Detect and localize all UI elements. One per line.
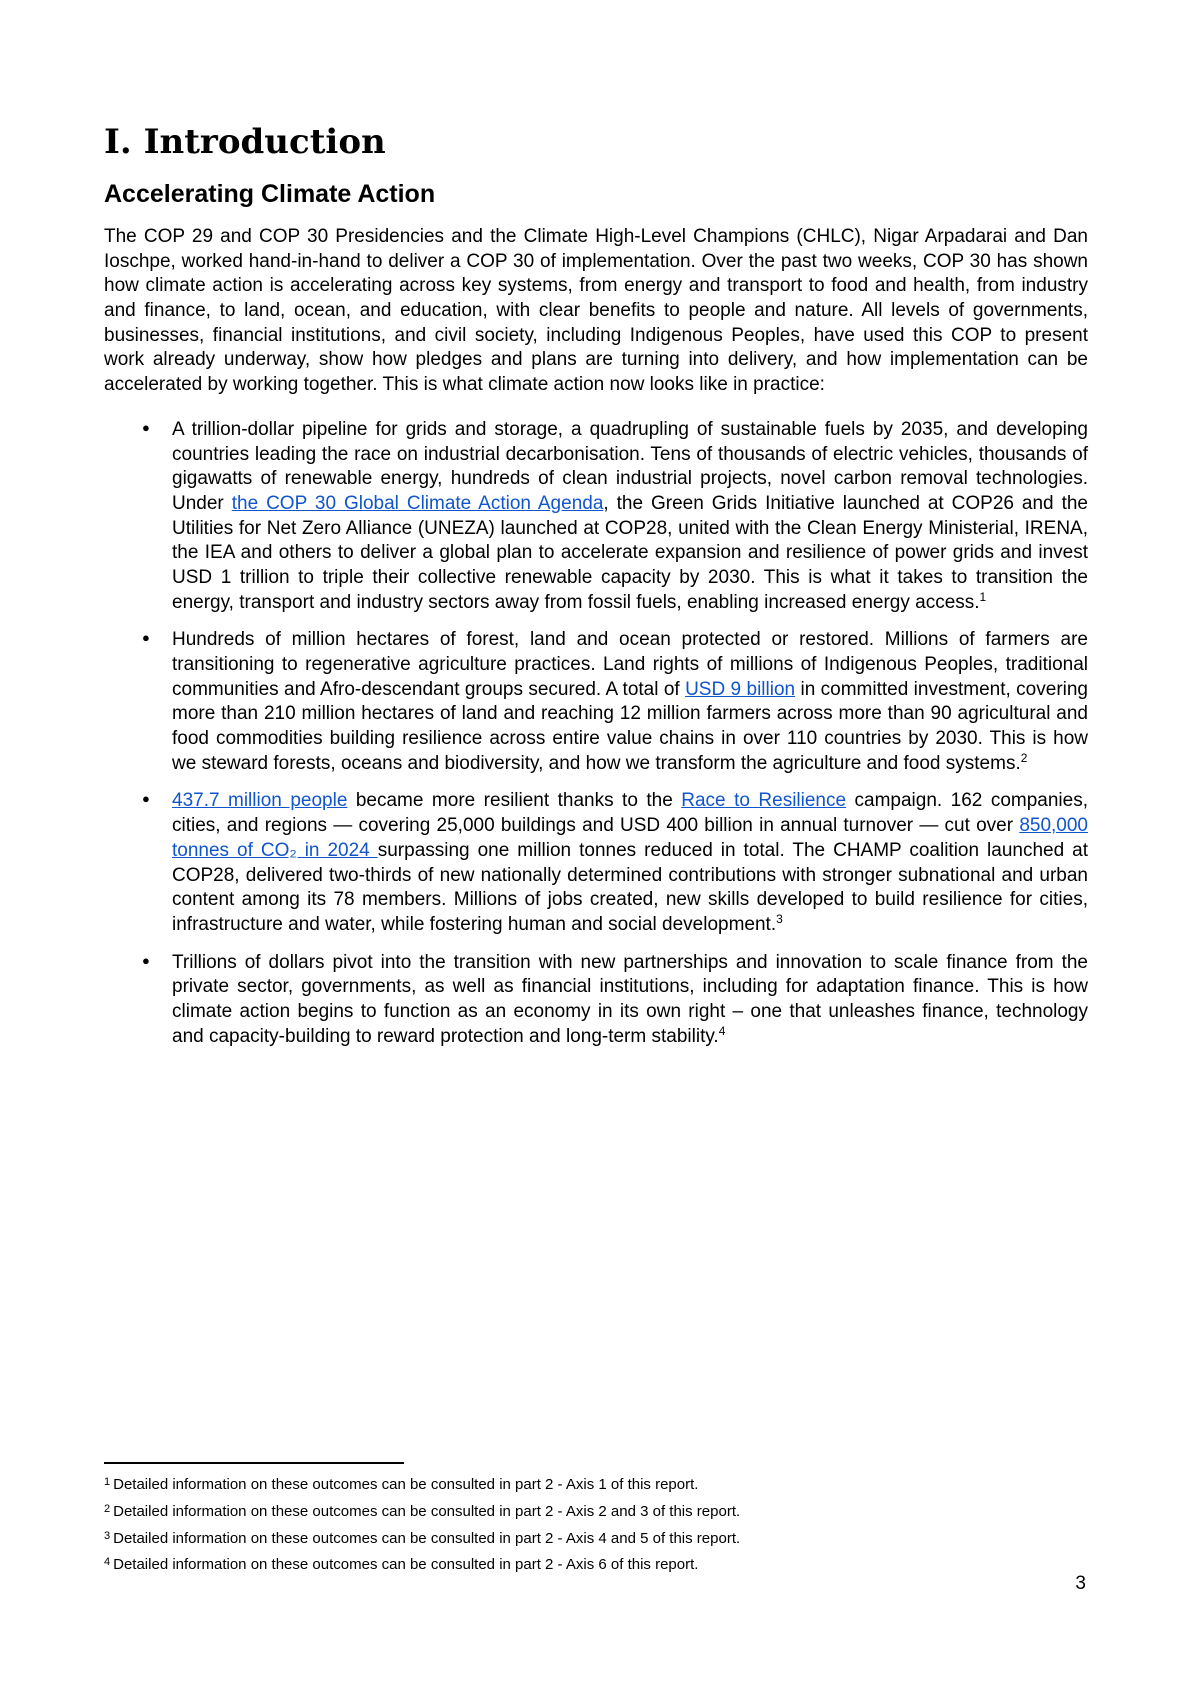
bullet-text: Hundreds of million hectares of forest, land and ocean protected or restored. Millions of farmers are transitioning to regenerative agriculture practices. Land rights of millions of Indigenous Peoples, traditional communities and Afro-descendant groups secured. A total of [172,629,1088,700]
footnote-ref-4: 4 [718,1023,726,1038]
footnote-number: 1 [104,1476,111,1488]
race-to-resilience-link[interactable]: Race to Resilience [681,790,847,812]
bullet-item-nature [104,628,1088,776]
footnote-ref-2: 2 [1020,750,1028,765]
footnote-number: 2 [104,1502,111,1515]
bullet-text: , the Green Grids Initiative launched at COP26 and the Utilities for Net Zero Alliance (UNEZA) launched at COP28, united with the Clean Energy Ministerial, IRENA, the IEA and others to deliver a global plan to accelerate expansion and resilience of power grids and invest USD 1 trillion to triple their collective renewable capacity by 2030. This is what it takes to transition the energy, transport and industry sectors away from fossil fuels, enabling increased energy access. [172,492,1088,613]
bullet-text: A trillion-dollar pipeline for grids and storage, a quadrupling of sustainable fuels by 2035, and developing countries leading the race on industrial decarbonisation. Tens of thousands of electric vehicles, thousands of gigawatts of renewable energy, hundreds of clean industrial projects, novel carbon removal technologies. Under [172,418,1088,514]
footnote-ref-1: 1 [979,589,987,604]
footnotes-section [104,1462,1088,1583]
section-subtitle: Accelerating Climate Action [104,179,436,208]
footnote-3 [104,1530,1088,1549]
footnote-text: Detailed information on these outcomes can be consulted in part 2 - Axis 4 and 5 of this report. [113,1529,741,1547]
footnote-number: 4 [104,1556,111,1569]
bullet-text: campaign. 162 companies, cities, and regions — covering 25,000 buildings and USD 400 billion in annual turnover — cut over [172,790,1088,837]
footnote-2 [104,1503,1088,1522]
bullet-text: became more resilient thanks to the [347,790,682,812]
co2-tonnes-2024-link[interactable]: 850,000 tonnes of CO₂ in 2024 [172,815,1088,861]
footnote-text: Detailed information on these outcomes can be consulted in part 2 - Axis 2 and 3 of this report. [113,1502,741,1520]
bullet-item-energy [104,418,1088,616]
cop30-global-climate-action-agenda-link[interactable]: the COP 30 Global Climate Action Agenda [231,492,604,514]
page-content [104,0,1088,1062]
intro-paragraph: The COP 29 and COP 30 Presidencies and the Climate High-Level Champions (CHLC), Nigar Arpadarai and Dan Ioschpe, worked hand-in-hand to deliver a COP 30 of implementation. Over the past two weeks, COP 30 has shown how climate action is accelerating across key systems, from energy and transport to food and health, from industry and finance, to land, ocean, and education, with clear benefits to people and nature. All levels of governments, businesses, financial institutions, and civil society, including Indigenous Peoples, have used this COP to present work already underway, show how pledges and plans are turning into delivery, and how implementation can be accelerated by working together. This is what climate action now looks like in practice: [104,226,1088,396]
footnote-number: 3 [104,1529,111,1542]
footnote-ref-3: 3 [776,911,783,926]
437-million-people-link[interactable]: 437.7 million people [172,790,348,812]
bullet-icon: ● [142,952,150,968]
bullet-icon: ● [142,791,150,807]
bullet-text: Trillions of dollars pivot into the transition with new partnerships and innovation to scale finance from the private sector, governments, as well as financial institutions, including for adaptation finance. This is how climate action begins to function as an economy in its own right – one that unleashes finance, technology and capacity-building to reward protection and long-term stability. [172,951,1088,1047]
bullet-text: in committed investment, covering more than 210 million hectares of land and reaching 12 million farmers across more than 90 agricultural and food commodities building resilience across entire value chains in over 110 countries by 2030. This is how we steward forests, oceans and biodiversity, and how we transform the agriculture and food systems. [172,678,1089,774]
bullet-item-finance [104,951,1088,1050]
bullet-list [104,418,1088,1050]
footnote-text: Detailed information on these outcomes can be consulted in part 2 - Axis 6 of this report. [113,1556,699,1574]
bullet-icon: ● [142,419,150,435]
footnote-4 [104,1556,1088,1575]
bullet-item-resilience [104,789,1088,937]
section-title: I. Introduction [104,122,386,162]
footnote-separator [104,1462,404,1464]
page-number: 3 [1075,1573,1086,1594]
bullet-text: surpassing one million tonnes reduced in total. The CHAMP coalition launched at COP28, delivered two-thirds of new nationally determined contributions with stronger subnational and urban content among its 78 members. Millions of jobs created, new skills developed to build resilience for cities, infrastructure and water, while fostering human and social development. [172,839,1088,935]
usd-9-billion-link[interactable]: USD 9 billion [685,678,796,700]
bullet-icon: ● [142,630,150,646]
footnote-text: Detailed information on these outcomes can be consulted in part 2 - Axis 1 of this report. [113,1476,699,1493]
footnote-1 [104,1476,1088,1495]
